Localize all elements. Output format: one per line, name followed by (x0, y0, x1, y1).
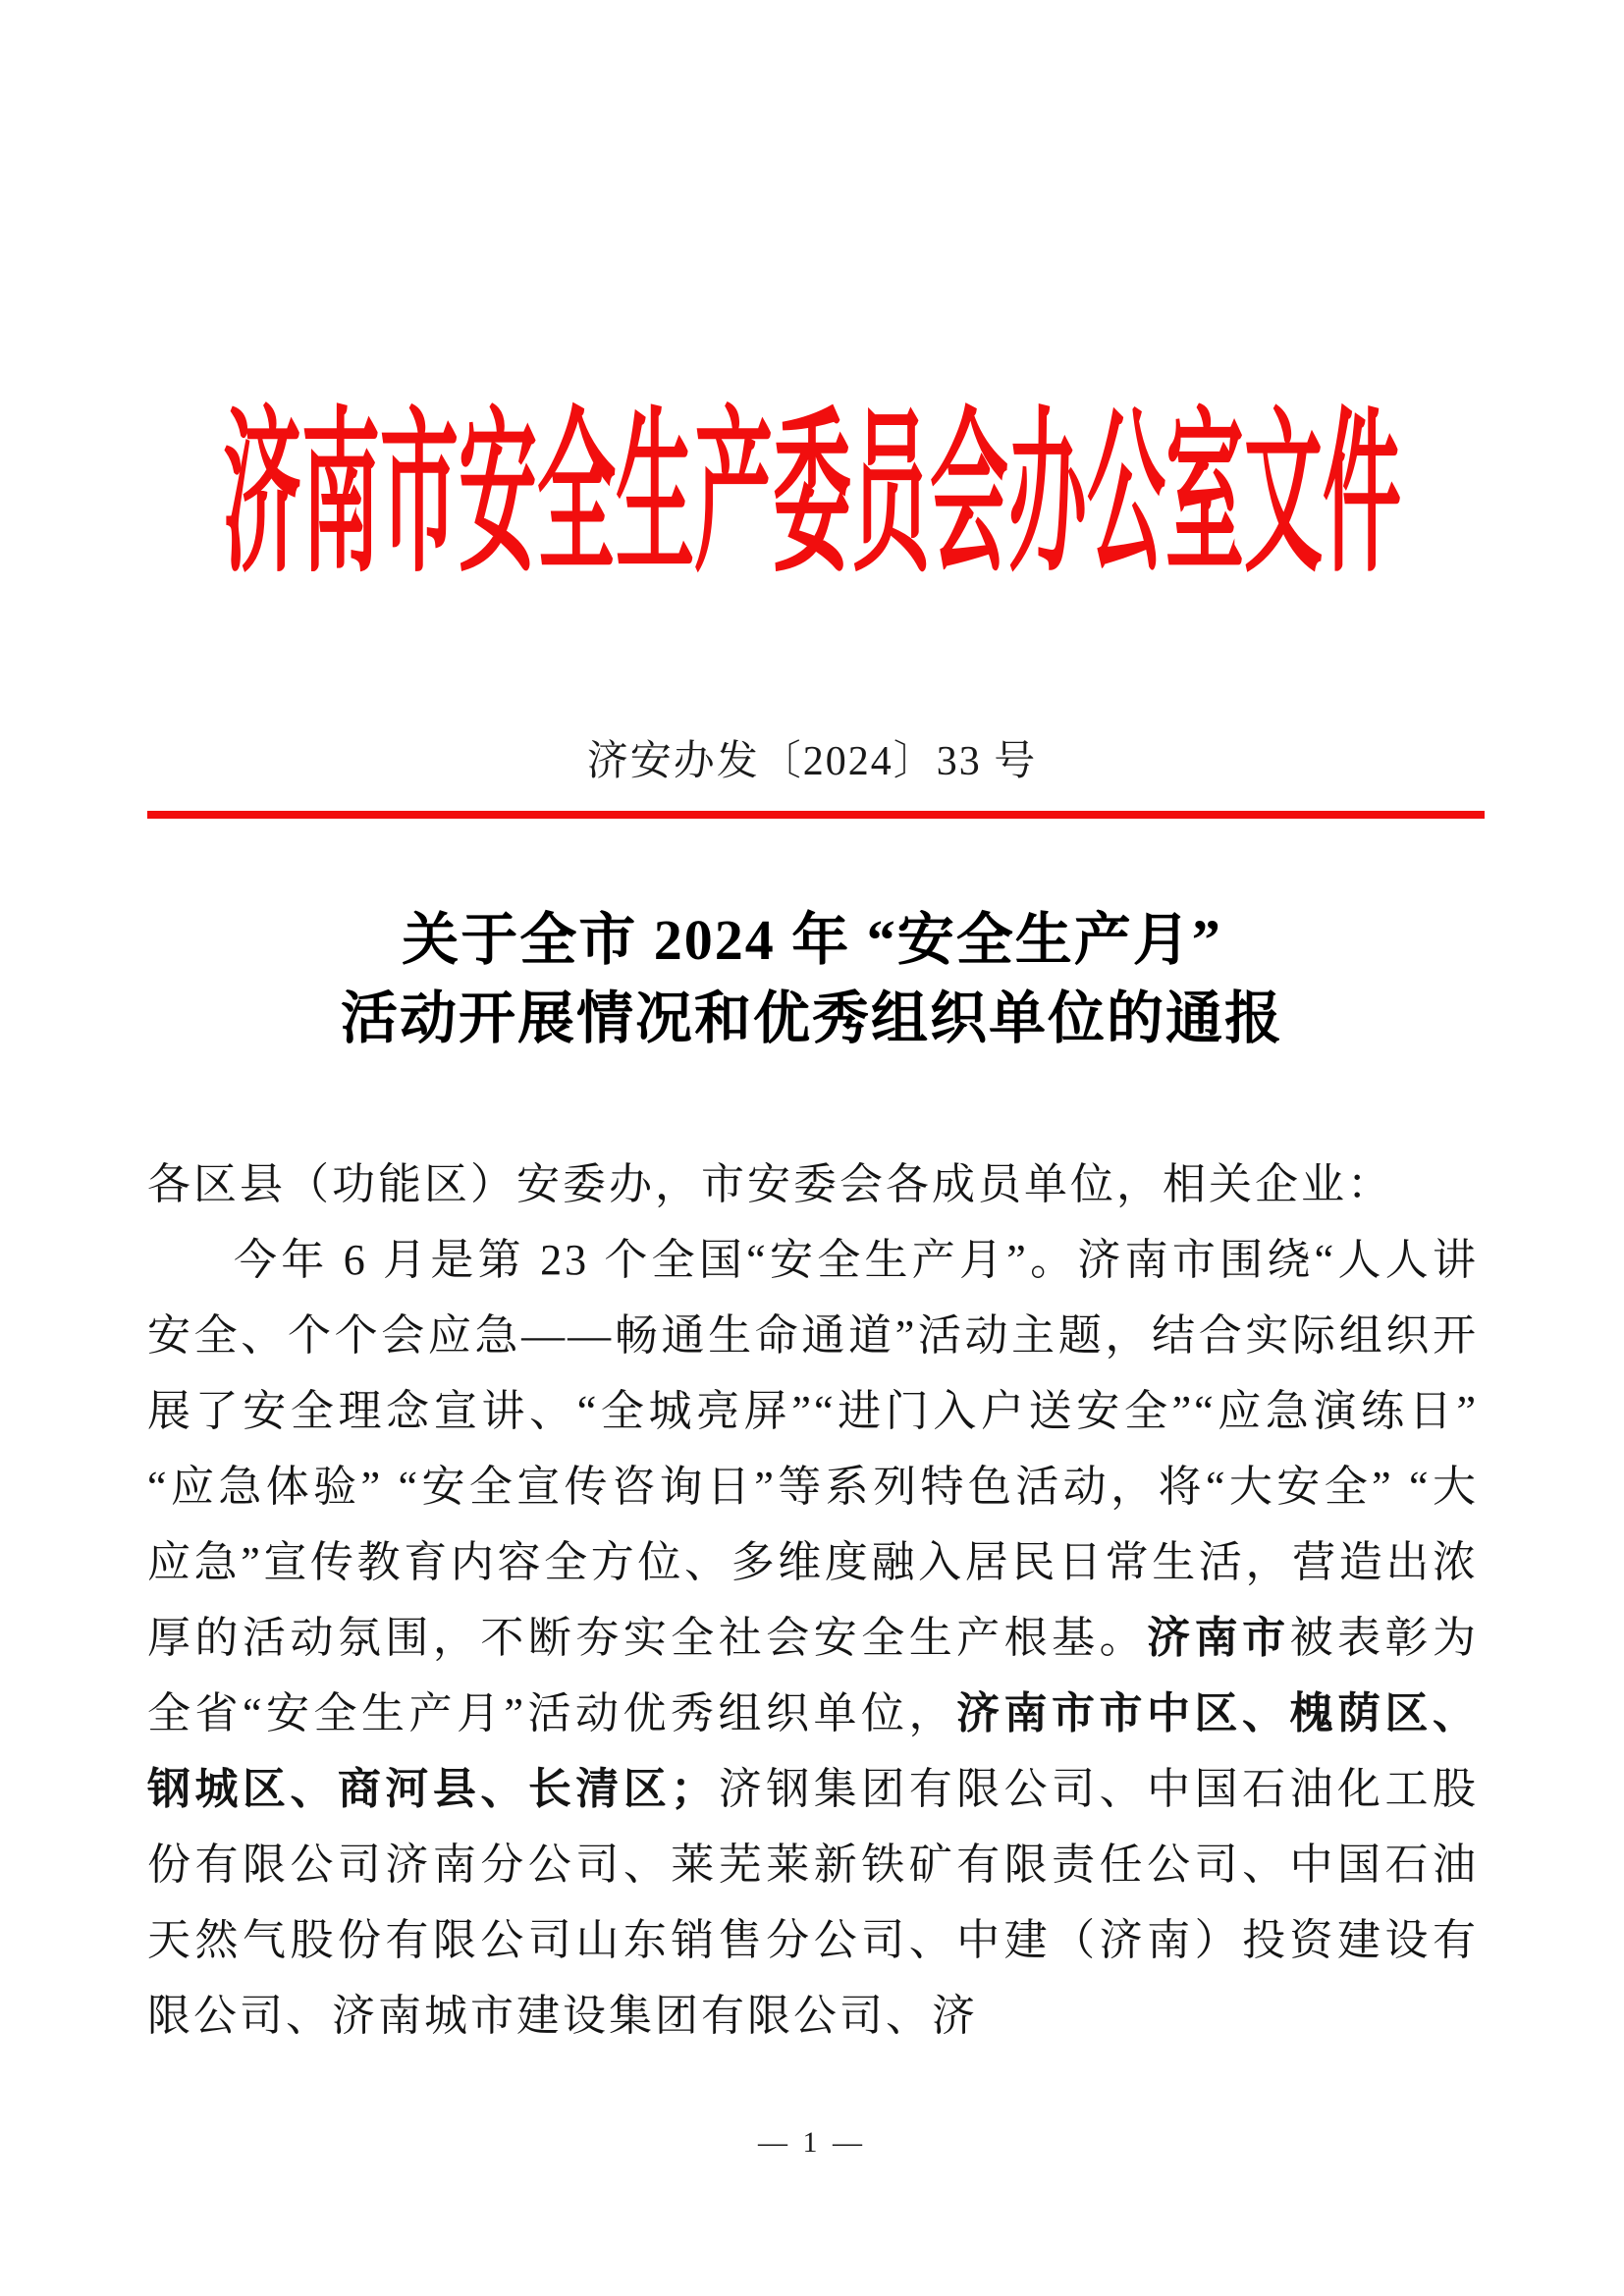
body-text: 济钢集团有限公司、中国石油化工股份有限公司济南分公司、莱芜莱新铁矿有限责任公司、中国石油天然气股份有限公司山东销售分公司、中建（济南）投资建设有限公司、济南城市建设集团有限公司、济 (147, 1765, 1479, 2040)
body-text: 被表彰为全省“安全生产月”活动优秀组织单位， (147, 1614, 1480, 1737)
body-text: 今年 6 月是第 23 个全国“安全生产月”。济南市围绕“人人讲安全、个个会应急——畅通生命通道”活动主题，结合实际组织开展了安全理念宣讲、“全城亮屏”“进门入户送安全”“应急演练日” “应急体验” “安全宣传咨询日”等系列特色活动，将“大安全” “大应急”宣传教育内容全方位、多维度融入居民日常生活，营造出浓厚的活动氛围，不断夯实全社会安全生产根基。 (147, 1236, 1479, 1662)
page-number: — 1 — (758, 2126, 866, 2159)
document-title-line-1: 关于全市 2024 年 “安全生产月” (402, 908, 1222, 972)
red-divider-rule (147, 811, 1485, 819)
document-title-line-2: 活动开展情况和优秀组织单位的通报 (340, 987, 1283, 1050)
emphasis-text: 济南市 (1147, 1614, 1290, 1662)
red-header-banner-title: 济南市安全生产委员会办公室文件 (223, 400, 1401, 595)
salutation-line: 各区县（功能区）安委办，市安委会各成员单位，相关企业： (147, 1160, 1393, 1208)
body-paragraph (147, 1222, 1479, 2054)
document-title (0, 901, 1624, 1058)
document-reference-number: 济安办发〔2024〕33 号 (586, 739, 1038, 784)
emphasis-text: 济南市市中区、槐荫区、钢城区、商河县、长清区； (147, 1689, 1480, 1813)
document-body (147, 1147, 1479, 2054)
